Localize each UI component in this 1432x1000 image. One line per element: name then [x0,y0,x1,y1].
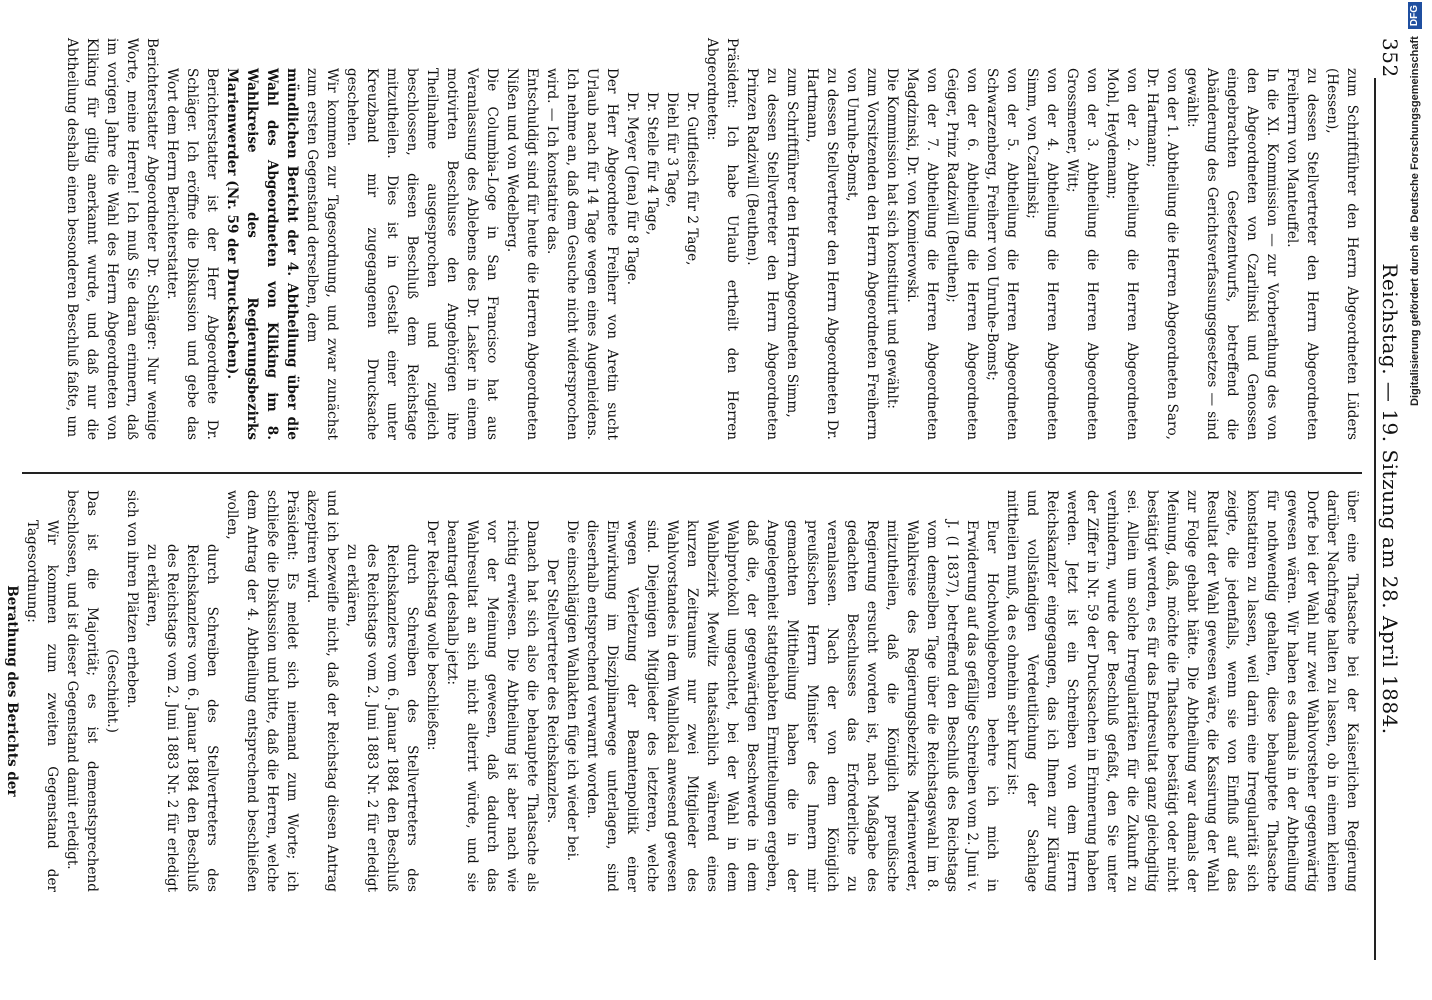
paragraph: von der 2. Abtheilung die Herren Abgeordneten Mohl, Heydemann; [1104,68,1140,440]
paragraph: durch Schreiben des Stellvertreters des Reichskanzlers vom 6. Januar 1884 den Beschluß des Reichstags vom 2. Juni 1883 Nr. 2 für erledigt zu erklären, [144,544,220,892]
page-title: Reichstag. — 19. Sitzung am 28. April 1884. [1378,263,1402,735]
paragraph: Berichterstatter ist der Herr Abgeordnete Dr. Schläger. Ich eröffne die Diskussion und gebe das Wort dem Herrn Berichterstatter. [164,68,220,440]
paragraph: Präsident: Ich habe Urlaub ertheilt den Herren Abgeordneten: [704,38,740,440]
paragraph: zum Vorsitzenden den Herrn Abgeordneten Freiherrn von Unruhe-Bomst, [844,68,880,440]
paragraph: zu dessen Stellvertreter den Herrn Abgeordneten Prinzen Radziwill (Beuthen). [744,68,780,440]
paragraph: Berichterstatter Abgeordneter Dr. Schläger: Nur wenige Worte, meine Herren! Ich muß Sie daran erinnern, daß im vorigen Jahre die Wahl des Herrn Abgeordneten von Kliking für giltig anerkannt wurde, und daß nur die Abtheilung deshalb einen besonderen Beschluß faßte, um [64,38,160,440]
paragraph: Dr. Meyer (Jena) für 8 Tage. [624,92,640,286]
paragraph: Präsident: Es meldet sich niemand zum Worte; ich schließe die Diskussion und bitte, daß die Herren, welche dem Antrag der 4. Abtheilung entsprechend beschließen wollen, [224,490,300,892]
paragraph: In die XI. Kommission — zur Vorberathung des von den Abgeordneten von Czarlinski und Genossen eingebrachten Gesetzentwurfs, betreffend die Abänderung des Gerichtsverfassungsgesetzes — sind gewählt: [1184,68,1280,440]
paragraph: über eine Thatsache bei der Kaiserlichen Regierung darüber Nachfrage halten zu lassen, ob in einem kleinen Dorfe bei der Wahl nur zwei Wahlvorsteher gegenwärtig gewesen wären. Wir haben es damals in der Abtheilung für nothwendig gehalten, diese behauptete Thatsache konstatiren zu lassen, weil darin eine Irregularität sich zeigte, die jedenfalls, wenn sie von Einfluß auf das Resultat der Wahl gewesen wäre, die Kassirung der Wahl zur Folge gehabt hätte. Die Abtheilung war damals der Meinung, daß, möchte die Thatsache bestätigt oder nicht bestätigt werden, es für das Endresultat ganz gleichgiltig sei. Allein um solche Irregularitäten für die Zukunft zu verhindern, wurde der Beschluß gefaßt, den Sie unter der Ziffer in Nr. 59 der Drucksachen in Erinnerung haben werden. Jetzt ist ein Schreiben von dem Herrn Reichskanzler eingegangen, das ich Ihnen zur Klärung und vollständigen Verdeutlichung der Sachlage mittheilen muß, da es ohnehin sehr kurz ist: [1004,490,1360,892]
left-column [12,38,1362,440]
digitization-credit [1402,2,1428,998]
paragraph: Entschuldigt sind für heute die Herren Abgeordneten Nißen und von Wedelberg. [504,68,540,440]
credit-label: Digitalisierung gefördert durch die Deutsche Forschungsgemeinschaft [1409,36,1421,406]
paragraph: von der 7. Abtheilung die Herren Abgeordneten Magdzinski, Dr. von Komierowski. [904,68,940,440]
paragraph: zu dessen Stellvertreter den Herrn Abgeordneten Freiherrn von Manteuffel. [1284,68,1320,440]
paragraph: von der 5. Abtheilung die Herren Abgeordneten Schwarzenberg, Freiherr von Unruhe-Bomst; [984,68,1020,440]
paragraph: durch Schreiben des Stellvertreters des Reichskanzlers vom 6. Januar 1884 den Beschluß des Reichstags vom 2. Juni 1883 Nr. 2 für erledigt zu erklären, [344,544,420,892]
paragraph: Die Kommission hat sich konstituirt und gewählt: [884,68,900,409]
dfg-logo: DFG [1408,2,1422,29]
paragraph: von der 6. Abtheilung die Herren Abgeordneten Geiger, Prinz Radziwill (Beuthen); [944,68,980,440]
paragraph: Dr. Stelle für 4 Tage, [644,92,660,236]
paragraph: zum Schriftführer den Herrn Abgeordneten Simm, [784,68,800,418]
paragraph: sich von ihren Plätzen erheben. [124,490,140,709]
paragraph: Der Stellvertreter des Reichskanzlers. [544,558,560,824]
paragraph: Das ist die Majorität; es ist demenstsprechend beschlossen, und ist dieser Gegenstand damit erledigt. [64,490,100,892]
paragraph: Die Columbia-Loge in San Francisco hat aus Veranlassung des Ablebens des Dr. Lasker in einem motivirten Beschlusse den Angehörigen ihre Theilnahme ausgesprochen und zugleich beschlossen, diesen Beschluß dem Reichstage mitzutheilen. Dies ist in Gestalt einer unter Kreuzband mir zugegangenen Drucksache geschehen. [344,68,500,440]
paragraph: Euer Hochwohlgeboren beehre ich mich in Erwiderung auf das gefällige Schreiben vom 2. Juni v. J. (I 1837), betreffend den Beschluß des Reichstags vom demselben Tage über die Reichstagswahl im 8. Wahlkreise des Regierungsbezirks Marienwerder, mitzutheilen, daß die Königlich preußische Regierung ersucht worden ist, nach Maßgabe des gedachten Beschlusses das Erforderliche zu veranlassen. Nach der von dem Königlich preußischen Herrn Minister des Innern mir gemachten Mittheilung haben die in der Angelegenheit stattgehabten Ermittelungen ergeben, daß die, der gegenwärtigen Beschwerde in dem Wahlprotokoll ungeachtet, bei der Wahl in dem Wahlbezirk Mewlitz thatsächlich während eines kurzen Zeitraums nur zwei Mitglieder des Wahlvorstandes in dem Wahllokal anwesend gewesen sind. Diejenigen Mitglieder des letzteren, welche wegen Verletzung der Beamtenpolitik einer Einwirkung im Disziplinarwege unterlagen, sind dieserhalb entsprechend verwarnt worden. [584,520,1000,892]
paragraph: Danach hat sich also die behauptete Thatsache als richtig erwiesen. Die Abtheilung ist aber nach wie vor der Meinung gewesen, daß dadurch das Wahlresultat an sich nicht alterirt würde, und sie beantragt deshalb jetzt: [444,520,540,892]
paragraph: Wir kommen zum zweiten Gegenstand der Tagesordnung: [24,520,60,892]
paragraph: von der 4. Abtheilung die Herren Abgeordneten Simm, von Czarlinski; [1024,68,1060,440]
paragraph: von der 1. Abtheilung die Herren Abgeordneten Saro, Dr. Hartmann; [1144,68,1180,440]
paragraph: Der Herr Abgeordnete Freiherr von Aretin sucht Urlaub nach für 14 Tage wegen eines Augenleidens. Ich nehme an, daß dem Gesuche nicht widersprochen wird. — Ich konstatire das. [544,68,620,440]
paragraph: zum Schriftführer den Herrn Abgeordneten Lüders (Hessen), [1324,68,1360,440]
paragraph: zu dessen Stellvertreter den Herrn Abgeordneten Dr. Hartmann, [804,68,840,440]
column-divider [22,472,1362,474]
credit-text [1402,2,1428,998]
paragraph: Dr. Gutfleisch für 2 Tage, [684,92,700,266]
paragraph: mündlichen Bericht der 4. Abtheilung über die Wahl des Abgeordneten von Kliking im 8. Wahlkreise des Regierungsbezirks Marienwerder (Nr. 59 der Drucksachen). [224,68,300,440]
paragraph: Wir kommen zur Tagesordnung, und zwar zunächst zum ersten Gegenstand derselben, dem [304,68,340,440]
header-rule [1374,78,1376,960]
paragraph: Diehl für 3 Tage, [664,92,680,208]
paragraph: (Geschieht.) [104,649,120,733]
paragraph: von der 3. Abtheilung die Herren Abgeordneten Grossmener, Witt; [1064,68,1100,440]
page-number: 352 [1378,38,1402,78]
paragraph: Der Reichstag wolle beschließen: [424,520,440,751]
section-heading: Berathung des Berichts der [4,585,20,797]
paragraph: und ich bezweifle nicht, daß der Reichstag diesen Antrag akzeptiren wird. [304,490,340,892]
paragraph: Die einschlägigen Wahlakten füge ich wieder bei. [564,520,580,862]
right-column [4,490,1362,892]
